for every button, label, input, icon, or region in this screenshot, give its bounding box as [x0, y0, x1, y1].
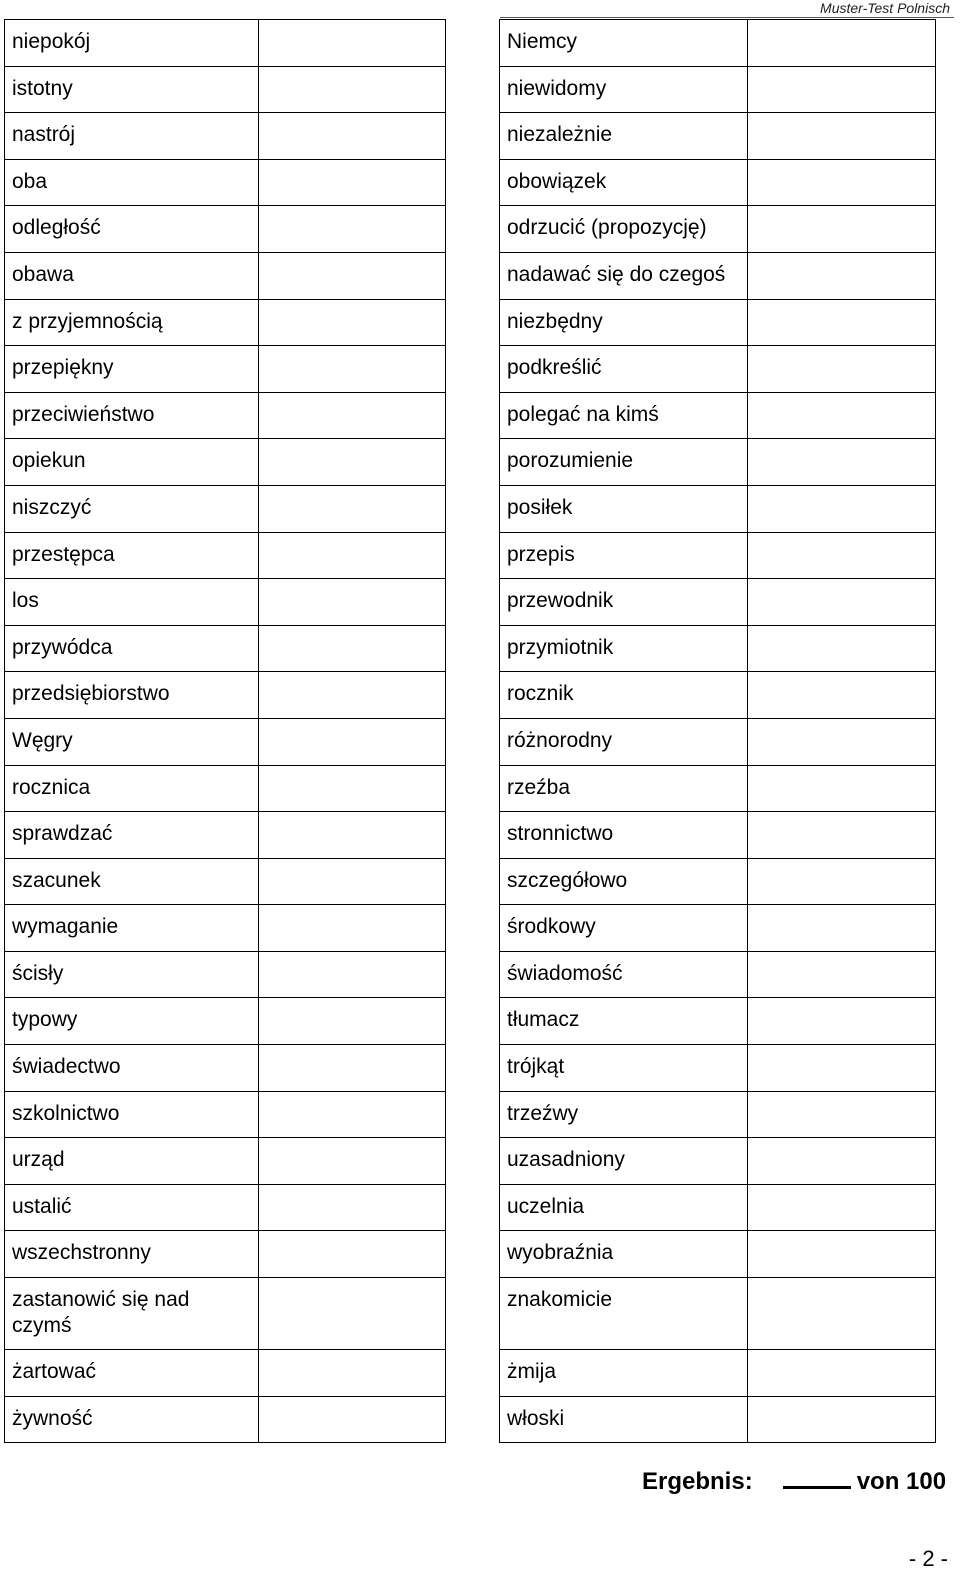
translation-answer-cell[interactable]	[748, 1278, 936, 1350]
translation-answer-cell[interactable]	[259, 998, 446, 1045]
table-row	[5, 439, 446, 486]
table-row	[5, 951, 446, 998]
translation-answer-cell[interactable]	[259, 20, 446, 67]
table-row	[500, 299, 936, 346]
word-cell: przedsiębiorstwo	[5, 672, 259, 719]
translation-answer-cell[interactable]	[748, 905, 936, 952]
word-cell: żmija	[500, 1350, 748, 1397]
translation-answer-cell[interactable]	[748, 858, 936, 905]
translation-answer-cell[interactable]	[259, 625, 446, 672]
table-row	[500, 812, 936, 859]
word-cell: typowy	[5, 998, 259, 1045]
translation-answer-cell[interactable]	[748, 346, 936, 393]
word-cell: niewidomy	[500, 66, 748, 113]
table-row	[500, 532, 936, 579]
table-row	[500, 252, 936, 299]
word-cell: zastanowić się nad czymś	[5, 1278, 259, 1350]
translation-answer-cell[interactable]	[748, 1231, 936, 1278]
translation-answer-cell[interactable]	[259, 1350, 446, 1397]
word-cell: Niemcy	[500, 20, 748, 67]
word-cell: przewodnik	[500, 579, 748, 626]
result-suffix: von 100	[856, 1468, 947, 1495]
word-cell: wszechstronny	[5, 1231, 259, 1278]
table-row	[500, 1231, 936, 1278]
translation-answer-cell[interactable]	[259, 392, 446, 439]
word-cell: szkolnictwo	[5, 1091, 259, 1138]
translation-answer-cell[interactable]	[259, 905, 446, 952]
translation-answer-cell[interactable]	[748, 579, 936, 626]
word-cell: rocznik	[500, 672, 748, 719]
translation-answer-cell[interactable]	[259, 951, 446, 998]
translation-answer-cell[interactable]	[259, 858, 446, 905]
translation-answer-cell[interactable]	[748, 812, 936, 859]
word-cell: obowiązek	[500, 159, 748, 206]
table-row	[500, 718, 936, 765]
word-cell: oba	[5, 159, 259, 206]
translation-answer-cell[interactable]	[259, 299, 446, 346]
table-row	[500, 392, 936, 439]
table-row	[5, 532, 446, 579]
word-cell: uzasadniony	[500, 1138, 748, 1185]
word-cell: ustalić	[5, 1184, 259, 1231]
table-row	[500, 1091, 936, 1138]
word-cell: istotny	[5, 66, 259, 113]
word-cell: wyobraźnia	[500, 1231, 748, 1278]
translation-answer-cell[interactable]	[748, 1396, 936, 1443]
word-cell: żywność	[5, 1396, 259, 1443]
translation-answer-cell[interactable]	[748, 299, 936, 346]
word-cell: niepokój	[5, 20, 259, 67]
table-row	[5, 1231, 446, 1278]
vocab-table-right	[499, 19, 936, 1443]
word-cell: niezbędny	[500, 299, 748, 346]
word-cell: przepis	[500, 532, 748, 579]
translation-answer-cell[interactable]	[748, 1350, 936, 1397]
word-cell: trójkąt	[500, 1045, 748, 1092]
table-row	[5, 718, 446, 765]
table-row	[5, 159, 446, 206]
table-row	[500, 485, 936, 532]
word-cell: obawa	[5, 252, 259, 299]
word-cell: świadectwo	[5, 1045, 259, 1092]
table-row	[5, 905, 446, 952]
word-cell: przestępca	[5, 532, 259, 579]
table-row	[500, 206, 936, 253]
translation-answer-cell[interactable]	[748, 206, 936, 253]
word-cell: trzeźwy	[500, 1091, 748, 1138]
table-row	[500, 951, 936, 998]
word-cell: przymiotnik	[500, 625, 748, 672]
table-row	[500, 905, 936, 952]
table-row	[5, 1045, 446, 1092]
word-cell: niezależnie	[500, 113, 748, 160]
table-row	[5, 252, 446, 299]
word-cell: przepiękny	[5, 346, 259, 393]
translation-answer-cell[interactable]	[259, 1138, 446, 1185]
table-row	[500, 998, 936, 1045]
table-row	[500, 858, 936, 905]
translation-answer-cell[interactable]	[259, 1045, 446, 1092]
translation-answer-cell[interactable]	[259, 1091, 446, 1138]
translation-answer-cell[interactable]	[748, 718, 936, 765]
table-row	[5, 20, 446, 67]
table-row	[500, 439, 936, 486]
translation-answer-cell[interactable]	[259, 1231, 446, 1278]
table-row	[5, 346, 446, 393]
translation-answer-cell[interactable]	[748, 672, 936, 719]
translation-answer-cell[interactable]	[259, 1184, 446, 1231]
word-cell: różnorodny	[500, 718, 748, 765]
table-row	[500, 1184, 936, 1231]
table-row	[5, 1138, 446, 1185]
word-cell: rzeźba	[500, 765, 748, 812]
word-cell: z przyjemnością	[5, 299, 259, 346]
translation-answer-cell[interactable]	[259, 579, 446, 626]
translation-answer-cell[interactable]	[259, 206, 446, 253]
translation-answer-cell[interactable]	[748, 951, 936, 998]
translation-answer-cell[interactable]	[259, 532, 446, 579]
table-row	[5, 299, 446, 346]
score-blank[interactable]	[783, 1468, 851, 1489]
word-cell: uczelnia	[500, 1184, 748, 1231]
table-row	[5, 812, 446, 859]
word-cell: tłumacz	[500, 998, 748, 1045]
translation-answer-cell[interactable]	[748, 998, 936, 1045]
translation-answer-cell[interactable]	[748, 439, 936, 486]
word-cell: przywódca	[5, 625, 259, 672]
word-cell: posiłek	[500, 485, 748, 532]
word-cell: odrzucić (propozycję)	[500, 206, 748, 253]
word-cell: odległość	[5, 206, 259, 253]
translation-answer-cell[interactable]	[748, 252, 936, 299]
table-row	[5, 485, 446, 532]
table-row	[5, 66, 446, 113]
translation-answer-cell[interactable]	[259, 485, 446, 532]
table-row	[500, 1045, 936, 1092]
word-cell: Węgry	[5, 718, 259, 765]
word-cell: podkreślić	[500, 346, 748, 393]
table-row	[5, 579, 446, 626]
table-row	[5, 1396, 446, 1443]
translation-answer-cell[interactable]	[259, 252, 446, 299]
table-row	[500, 672, 936, 719]
word-cell: porozumienie	[500, 439, 748, 486]
table-row	[5, 1278, 446, 1350]
table-row	[5, 625, 446, 672]
table-row	[500, 579, 936, 626]
table-row	[5, 1091, 446, 1138]
translation-answer-cell[interactable]	[259, 1278, 446, 1350]
table-row	[500, 1396, 936, 1443]
translation-answer-cell[interactable]	[748, 66, 936, 113]
word-cell: znakomicie	[500, 1278, 748, 1350]
translation-answer-cell[interactable]	[748, 1091, 936, 1138]
result-line	[642, 1468, 946, 1496]
word-cell: rocznica	[5, 765, 259, 812]
translation-answer-cell[interactable]	[259, 765, 446, 812]
translation-answer-cell[interactable]	[748, 485, 936, 532]
translation-answer-cell[interactable]	[259, 346, 446, 393]
table-row	[500, 1278, 936, 1350]
result-label: Ergebnis:	[642, 1468, 753, 1495]
table-row	[5, 998, 446, 1045]
word-cell: włoski	[500, 1396, 748, 1443]
page-number: - 2 -	[908, 1546, 948, 1571]
table-row	[500, 113, 936, 160]
translation-answer-cell[interactable]	[259, 718, 446, 765]
translation-answer-cell[interactable]	[259, 672, 446, 719]
translation-answer-cell[interactable]	[259, 159, 446, 206]
header-title: Muster-Test Polnisch	[820, 0, 950, 16]
word-cell: polegać na kimś	[500, 392, 748, 439]
translation-answer-cell[interactable]	[748, 1138, 936, 1185]
translation-answer-cell[interactable]	[748, 532, 936, 579]
word-cell: żartować	[5, 1350, 259, 1397]
translation-answer-cell[interactable]	[748, 625, 936, 672]
table-row	[5, 113, 446, 160]
table-row	[5, 392, 446, 439]
word-cell: urząd	[5, 1138, 259, 1185]
table-row	[5, 1184, 446, 1231]
table-row	[500, 625, 936, 672]
table-row	[500, 1350, 936, 1397]
table-row	[5, 1350, 446, 1397]
word-cell: stronnictwo	[500, 812, 748, 859]
word-cell: sprawdzać	[5, 812, 259, 859]
translation-answer-cell[interactable]	[748, 20, 936, 67]
table-row	[5, 765, 446, 812]
word-cell: środkowy	[500, 905, 748, 952]
word-cell: szacunek	[5, 858, 259, 905]
table-row	[5, 672, 446, 719]
table-row	[500, 20, 936, 67]
table-row	[500, 1138, 936, 1185]
word-cell: wymaganie	[5, 905, 259, 952]
word-cell: nastrój	[5, 113, 259, 160]
table-row	[5, 858, 446, 905]
word-cell: nadawać się do czegoś	[500, 252, 748, 299]
translation-answer-cell[interactable]	[259, 113, 446, 160]
translation-answer-cell[interactable]	[748, 765, 936, 812]
table-row	[500, 159, 936, 206]
word-cell: opiekun	[5, 439, 259, 486]
translation-answer-cell[interactable]	[259, 439, 446, 486]
word-cell: przeciwieństwo	[5, 392, 259, 439]
translation-answer-cell[interactable]	[748, 113, 936, 160]
word-cell: ścisły	[5, 951, 259, 998]
table-row	[5, 206, 446, 253]
table-row	[500, 765, 936, 812]
translation-answer-cell[interactable]	[259, 812, 446, 859]
translation-answer-cell[interactable]	[748, 1184, 936, 1231]
translation-answer-cell[interactable]	[748, 159, 936, 206]
table-row	[500, 66, 936, 113]
word-cell: szczegółowo	[500, 858, 748, 905]
translation-answer-cell[interactable]	[748, 1045, 936, 1092]
translation-answer-cell[interactable]	[259, 1396, 446, 1443]
table-row	[500, 346, 936, 393]
translation-answer-cell[interactable]	[259, 66, 446, 113]
vocab-table-left	[4, 19, 446, 1443]
header-rule	[500, 17, 954, 18]
word-cell: świadomość	[500, 951, 748, 998]
word-cell: niszczyć	[5, 485, 259, 532]
word-cell: los	[5, 579, 259, 626]
translation-answer-cell[interactable]	[748, 392, 936, 439]
